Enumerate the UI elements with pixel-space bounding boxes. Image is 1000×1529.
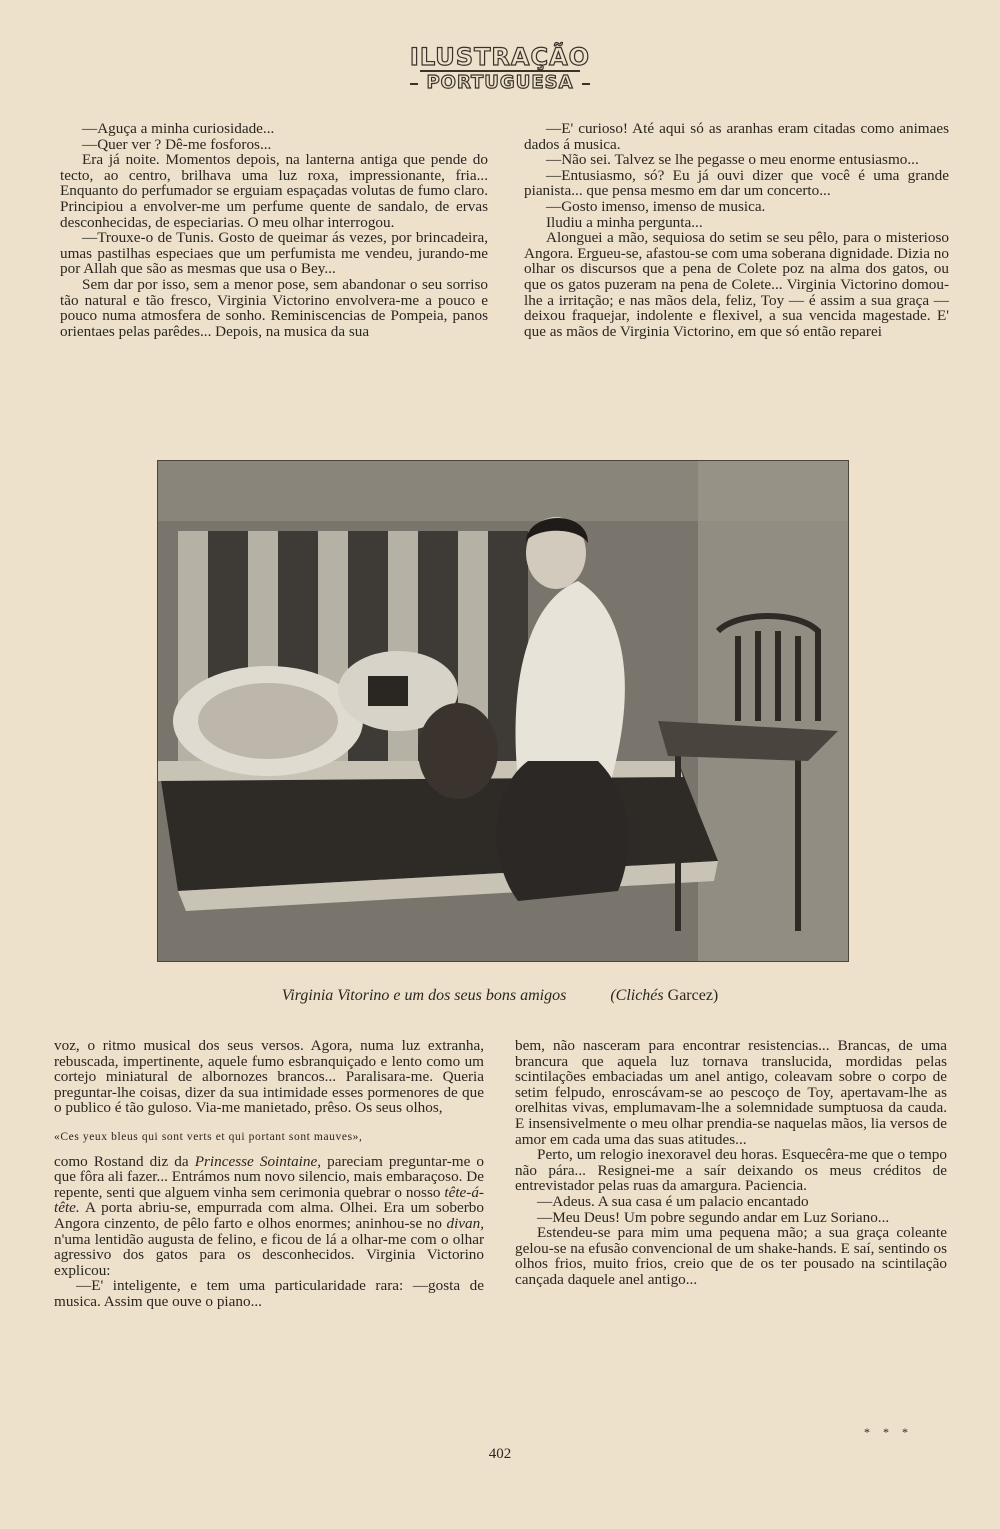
paragraph: voz, o ritmo musical dos seus versos. Agora, numa luz extranha, rebuscada, impertinente, aquele fumo esbranquiçado e lento como um cortejo miniatural de albornozes brancos... Paralisara-me. Queria preguntar-lhe coisas, dizer da sua intimidade esses pormenores de que o publico é tão guloso. Via-me manietado, prêso. Os seus olhos, [54,1038,484,1117]
paragraph: —Aguça a minha curiosidade... [82,121,275,137]
masthead-line-2: PORTUGUESA [420,70,579,94]
bottom-left-column [54,1038,484,1408]
page-number: 402 [488,1446,512,1462]
paragraph: —Gosto imenso, imenso de musica. [546,197,766,215]
section-end-stars: * * * [864,1425,913,1439]
photo-credit: (Clichés Garcez) [610,987,719,1004]
paragraph: Alonguei a mão, sequiosa do setim se seu pêlo, para o misterioso Angora. Ergueu-se, afastou-se com uma soberana dignidade. Dizia no olhar os discursos que a pena de Colete poz na alma dos gatos, ou que os gatos puzeram na pena de Colete... Virginia Victorino domou-lhe a irritação; e nas mãos dela, feliz, Toy — é assim a sua graça — deixou fraquejar, indolente e flexivel, a sua vencida magestade. E' que as mãos de Virginia Victorino, em que só então reparei [524,229,949,340]
paragraph: —E' curioso! Até aqui só as aranhas eram citadas como animaes dados á musica. [524,121,949,153]
quotation: «Ces yeux bleus qui sont verts et qui portant sont mauves», [54,1130,363,1143]
paragraph: Sem dar por isso, sem a menor pose, sem abandonar o seu sorriso tão natural e tão fresco, Virginia Victorino envolvera-me a pouco e pouco numa atmosfera de sonho. Reminiscencias de Pompeia, panos orientaes pelas parêdes... Depois, na musica da sua [60,275,488,340]
portrait-photograph [157,460,849,962]
top-left-column [60,121,488,401]
photo-caption [0,987,1000,1005]
paragraph: Era já noite. Momentos depois, na lanterna antiga que pende do tecto, ao centro, brilhava uma luz roxa, impressionante, fria... Enquanto do perfumador se erguiam espaçadas volutas de fumo claro. Principiou a envolver-me um perfume quente de sandalo, de ervas desconhecidas, de especiarias. O meu olhar interrogou. [60,151,488,231]
paragraph: —Quer ver ? Dê-me fosforos... [82,135,272,153]
masthead-line-1: ILUSTRAÇÃO [409,43,591,71]
paragraph: —Trouxe-o de Tunis. Gosto de queimar ás vezes, por brincadeira, umas pastilhas especiaes que um perfumista me vendeu, jurando-me por Allah que são as mesmas que usa o Bey... [60,229,488,278]
paragraph: —Adeus. A sua casa é um palacio encantado [537,1192,809,1210]
caption-text: Virginia Vitorino e um dos seus bons amigos [281,987,567,1004]
paragraph: Iludiu a minha pergunta... [546,213,703,231]
paragraph: Perto, um relogio inexoravel deu horas. Esquecêra-me que o tempo não pára... Resignei-me a saír deixando os meus créditos de entrevistador pelas ruas da amargura. Paciencia. [515,1146,947,1195]
photo-illustration [158,461,848,961]
paragraph: Estendeu-se para mim uma pequena mão; a sua graça coleante gelou-se na efusão convencional de um shake-hands. E saí, sentindo os olhos frios, muito frios, creio que de os ter pousado na scintilação cançada daquele anel antigo... [515,1224,947,1288]
paragraph: bem, não nasceram para encontrar resistencias... Brancas, de uma brancura que aquela luz tornava translucida, mordidas pelas scintilações embaciadas um anel antigo, coleavam sobre o corpo de setim felpudo, enroscávam-se ao pescoço de Toy, apertavam-lhe as orelhitas vivas, emplumavam-lhe a solemnidade sumptuosa da cauda. E insensivelmente o meu olhar prendia-se naquelas mãos, lia versos de amor em cada uma das suas atitudes... [515,1038,947,1148]
masthead-logo [0,43,1000,94]
paragraph: —E' inteligente, e tem uma particularidade rara: —gosta de musica. Assim que ouve o piano... [54,1277,484,1310]
top-right-column [524,121,949,421]
paragraph: —Entusiasmo, só? Eu já ouvi dizer que você é uma grande pianista... que pensa mesmo em dar um concerto... [524,166,949,200]
bottom-right-column [515,1038,947,1418]
paragraph: como Rostand diz da Princesse Sointaine, pareciam preguntar-me o que fôra ali fazer... Entrámos num novo silencio, mais embaraçoso. De repente, senti que alguem vinha sem cerimonia quebrar o nosso tête-á-tête. A porta abriu-se, empurrada com alma. Olhei. Era um soberbo Angora cinzento, de pêlo farto e olhos enormes; aninhou-se no divan, n'uma lentidão augusta de felino, e ficou de lá a olhar-me com o olhar agressivo dos gatos para os desconhecidos. Virginia Victorino explicou: [54,1152,484,1279]
paragraph: —Não sei. Talvez se lhe pegasse o meu enorme entusiasmo... [546,151,919,169]
paragraph: —Meu Deus! Um pobre segundo andar em Luz Soriano... [537,1208,890,1226]
